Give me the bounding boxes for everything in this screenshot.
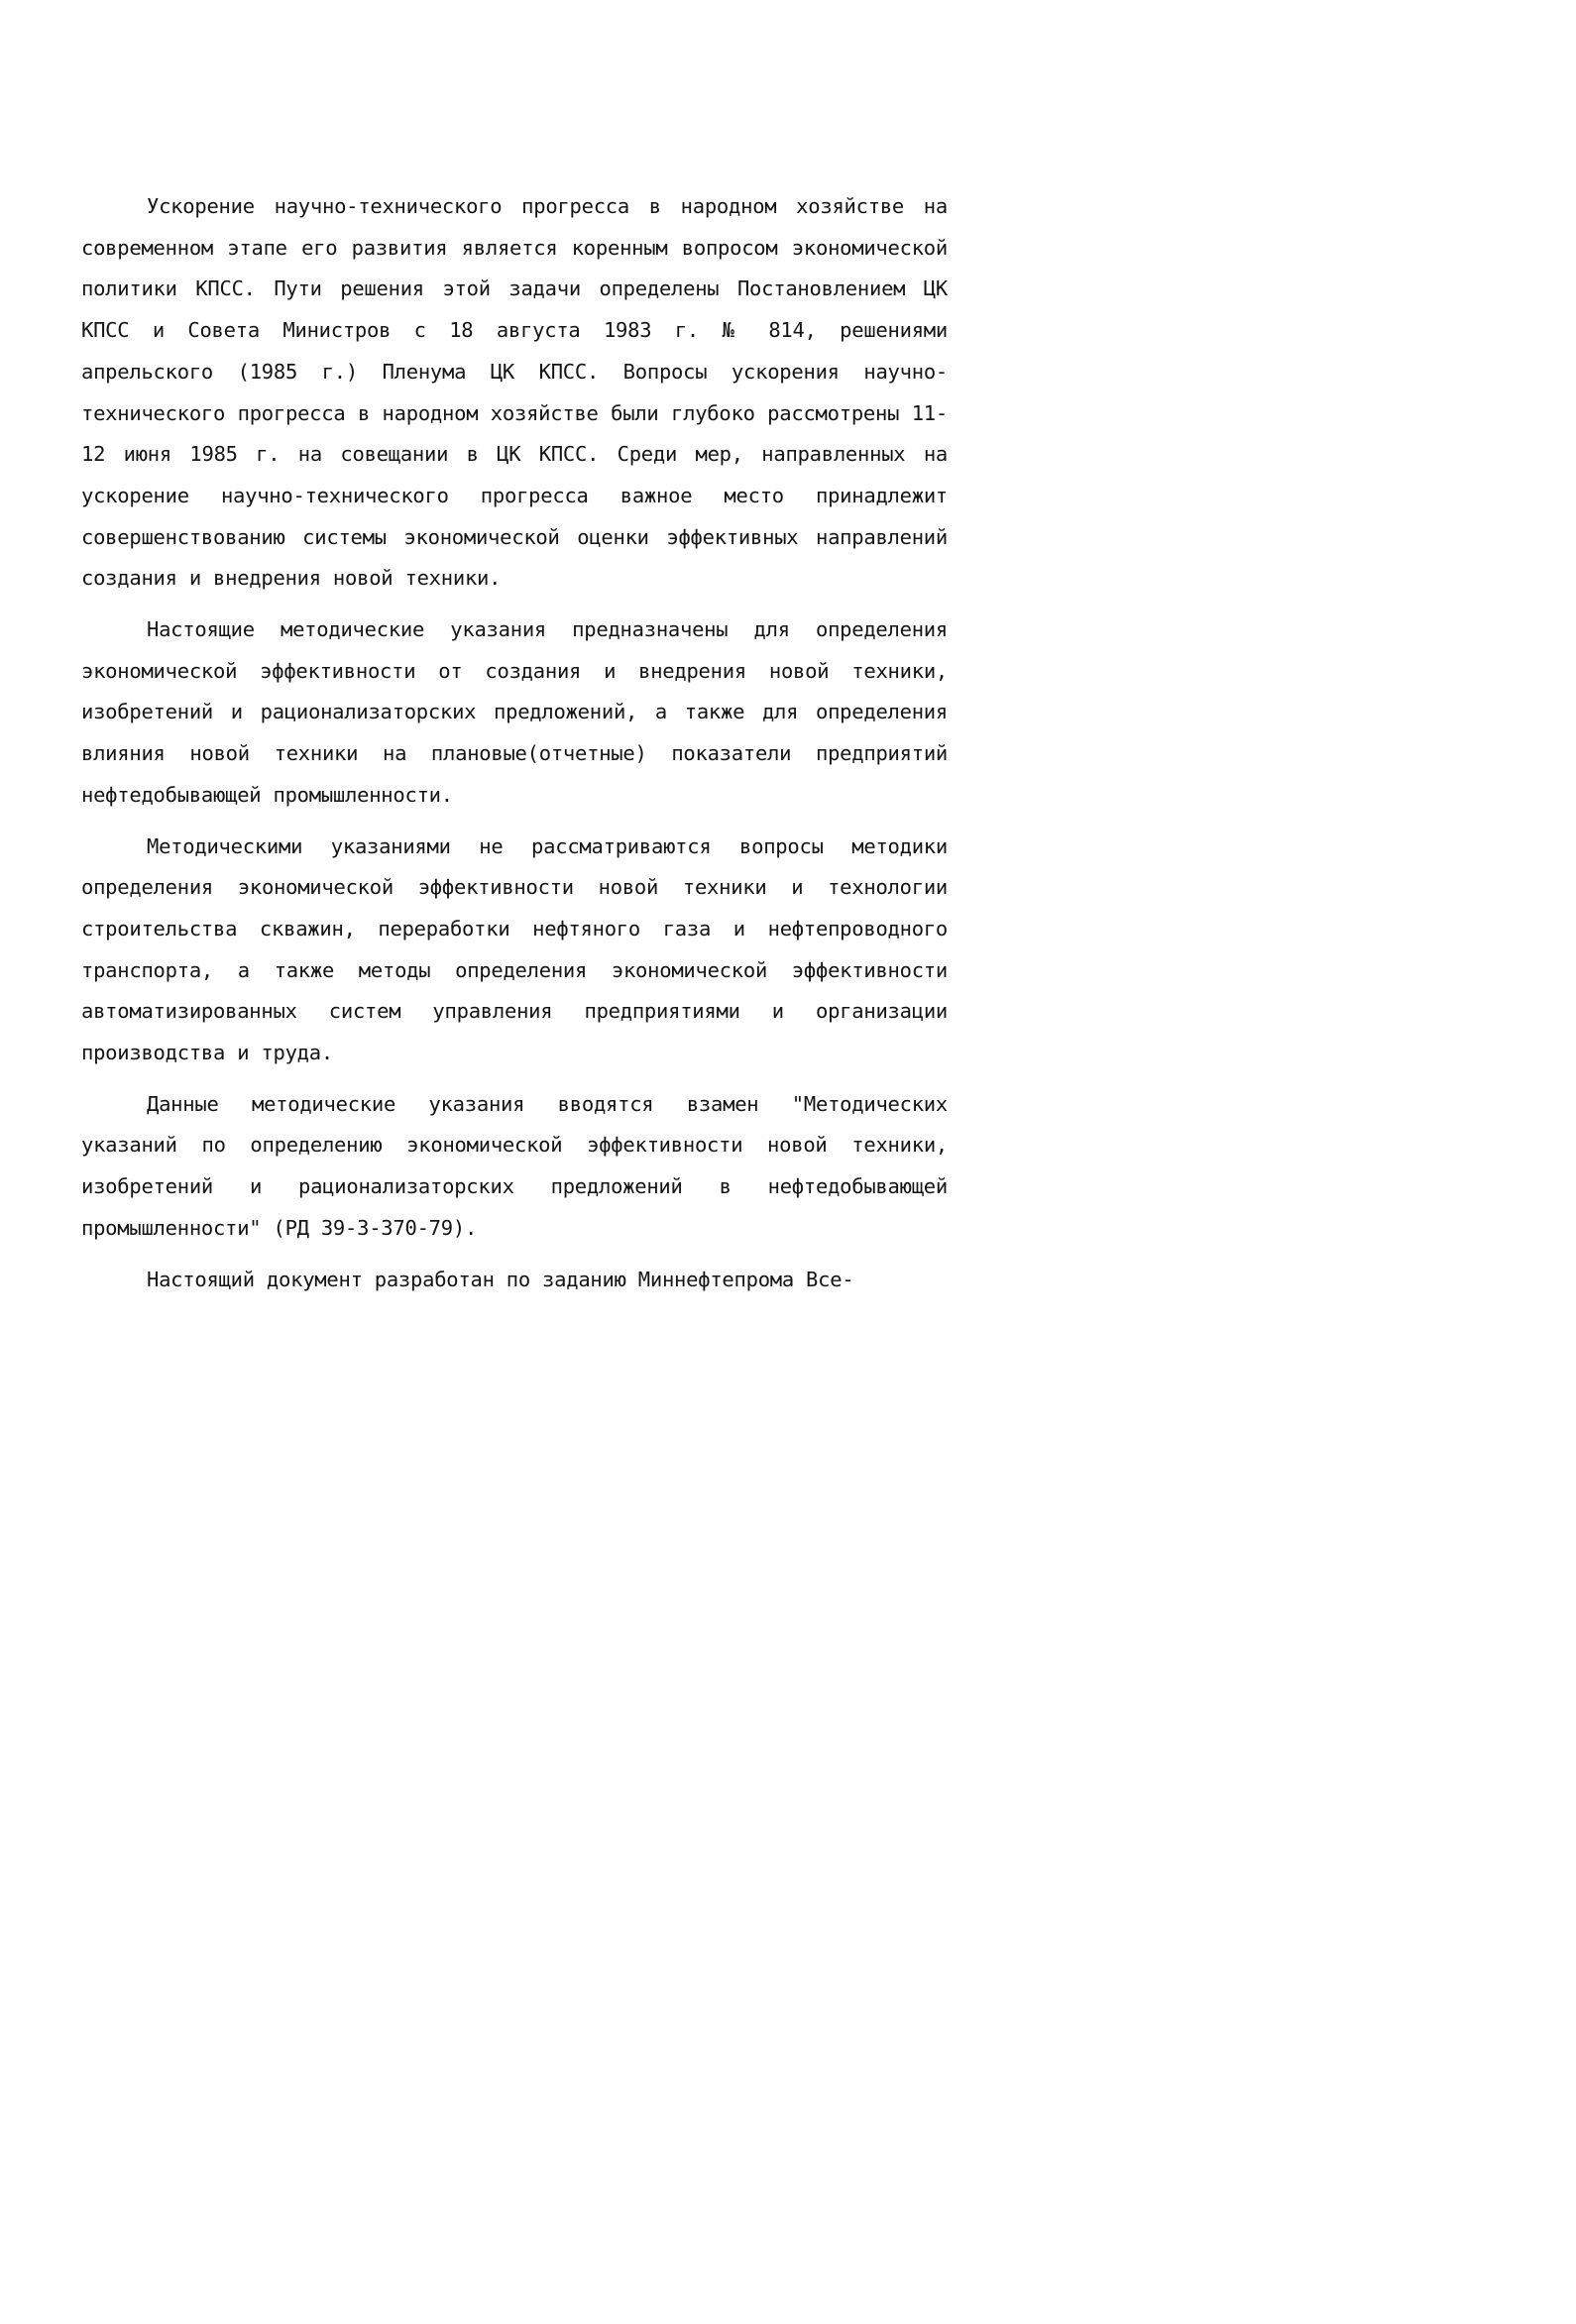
- paragraph-4: Данные методические указания вводятся взамен "Методических указаний по определению экономической эффективности новой техники, изобретений и рационализаторских предложений в нефтедобывающей промышленности" (РД 39-3-370-79).: [81, 1091, 948, 1240]
- paragraph-3: Методическими указаниями не рассматриваются вопросы методики определения экономической эффективности новой техники и технологии строительства скважин, переработки нефтяного газа и нефтепроводного транспорта, а также методы определения экономической эффективности автоматизированных систем управления предприятиями и организации производства и труда.: [81, 833, 948, 1065]
- paragraph-1: Ускорение научно-технического прогресса в народном хозяйстве на современном этапе его развития является коренным вопросом экономической политики КПСС. Пути решения этой задачи определены Постановлением ЦК КПСС и Совета Министров с 18 августа 1983 г. № 814, решениями апрельского (1985 г.) Пленума ЦК КПСС. Вопросы ускорения научно-технического прогресса в народном хозяйстве были глубоко рассмотрены 11-12 июня 1985 г. на совещании в ЦК КПСС. Среди мер, направленных на ускорение научно-технического прогресса важное место принадлежит совершенствованию системы экономической оценки эффективных направлений создания и внедрения новой техники.: [81, 194, 948, 591]
- paragraph-2: Настоящие методические указания предназначены для определения экономической эффективности от создания и внедрения новой техники, изобретений и рационализаторских предложений, а также для определения влияния новой техники на плановые(отчетные) показатели предприятий нефтедобывающей промышленности.: [81, 617, 948, 807]
- paragraph-5: Настоящий документ разработан по заданию Миннефтепрома Все-: [147, 1267, 854, 1291]
- document-page: [81, 186, 948, 1300]
